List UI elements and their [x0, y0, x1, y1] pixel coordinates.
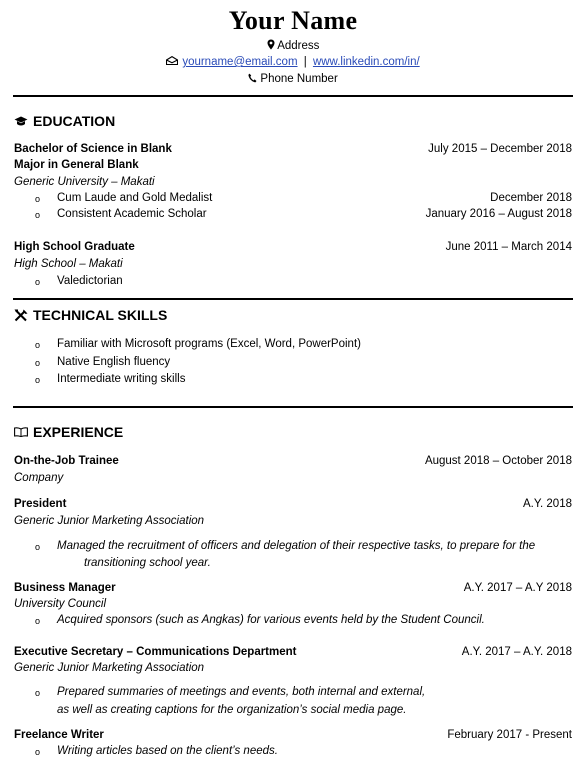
honor-1-date: December 2018: [490, 192, 572, 204]
tools-icon: [14, 309, 28, 322]
bs-school: Generic University – Makati: [14, 176, 155, 188]
bullet-marker: o: [35, 375, 41, 385]
job-2-desc-line-2: transitioning school year.: [84, 557, 211, 569]
job-3-org: University Council: [14, 598, 107, 610]
envelope-icon: [166, 56, 178, 65]
hs-school: High School – Makati: [14, 258, 123, 270]
phone-icon: [248, 73, 257, 83]
bs-degree: Bachelor of Science in Blank: [14, 143, 172, 155]
hs-dates: June 2011 – March 2014: [445, 241, 572, 253]
skill-item: Native English fluency: [57, 356, 171, 368]
skills-title: TECHNICAL SKILLS: [33, 307, 168, 323]
section-divider: [13, 406, 573, 408]
linkedin-link[interactable]: www.linkedin.com/in/: [312, 56, 420, 68]
job-2-title: President: [14, 498, 67, 510]
job-5-dates: February 2017 - Present: [447, 729, 572, 741]
honor-2: Consistent Academic Scholar: [57, 208, 207, 220]
job-1-org: Company: [14, 472, 64, 484]
honor-1: Cum Laude and Gold Medalist: [57, 192, 213, 204]
hs-honor: Valedictorian: [57, 275, 123, 287]
bs-dates: July 2015 – December 2018: [428, 143, 572, 155]
honor-2-date: January 2016 – August 2018: [425, 208, 572, 220]
section-divider: [13, 95, 573, 97]
experience-title: EXPERIENCE: [33, 424, 124, 440]
job-3-desc: Acquired sponsors (such as Angkas) for various events held by the Student Council.: [57, 614, 485, 626]
experience-heading: [14, 424, 123, 440]
job-1-title: On-the-Job Trainee: [14, 455, 119, 467]
bullet-marker: o: [35, 688, 41, 698]
job-4-desc-line-1: Prepared summaries of meetings and events, both internal and external,: [57, 686, 426, 698]
map-pin-icon: [267, 39, 275, 50]
phone-line: [0, 73, 586, 85]
job-4-org: Generic Junior Marketing Association: [14, 662, 205, 674]
job-3-dates: A.Y. 2017 – A.Y 2018: [463, 582, 572, 594]
bullet-marker: o: [35, 358, 41, 368]
job-2-org: Generic Junior Marketing Association: [14, 515, 205, 527]
bullet-marker: o: [35, 616, 41, 626]
job-4-dates: A.Y. 2017 – A.Y. 2018: [461, 646, 572, 658]
bullet-marker: o: [35, 210, 41, 220]
job-5-title: Freelance Writer: [14, 729, 104, 741]
address-text: Address: [277, 40, 320, 52]
address-line: [0, 39, 586, 52]
skill-item: Intermediate writing skills: [57, 373, 186, 385]
contact-separator: |: [303, 56, 307, 68]
skill-item: Familiar with Microsoft programs (Excel, Word, PowerPoint): [57, 338, 361, 350]
section-divider: [13, 298, 573, 300]
hs-title: High School Graduate: [14, 241, 135, 253]
bs-major: Major in General Blank: [14, 159, 139, 171]
resume-name: Your Name: [228, 6, 358, 35]
job-4-title: Executive Secretary – Communications Department: [14, 646, 297, 658]
job-4-desc-line-2: as well as creating captions for the organization’s social media page.: [57, 704, 407, 716]
job-3-title: Business Manager: [14, 582, 116, 594]
job-1-dates: August 2018 – October 2018: [424, 455, 572, 467]
bullet-marker: o: [35, 194, 41, 204]
bullet-marker: o: [35, 277, 41, 287]
education-heading: [14, 113, 115, 129]
job-2-desc-line-1: Managed the recruitment of officers and delegation of their respective tasks, to prepare for the: [57, 540, 536, 552]
skills-heading: [14, 307, 167, 323]
education-title: EDUCATION: [33, 113, 116, 129]
contact-line: [0, 56, 586, 68]
job-2-dates: A.Y. 2018: [522, 498, 572, 510]
bullet-marker: o: [35, 340, 41, 350]
email-link[interactable]: yourname@email.com: [182, 56, 298, 68]
bullet-marker: o: [35, 747, 41, 757]
phone-text: Phone Number: [260, 73, 338, 85]
bullet-marker: o: [35, 542, 41, 552]
graduation-cap-icon: [14, 116, 28, 127]
open-book-icon: [14, 427, 28, 437]
job-5-desc: Writing articles based on the client’s needs.: [57, 745, 278, 757]
